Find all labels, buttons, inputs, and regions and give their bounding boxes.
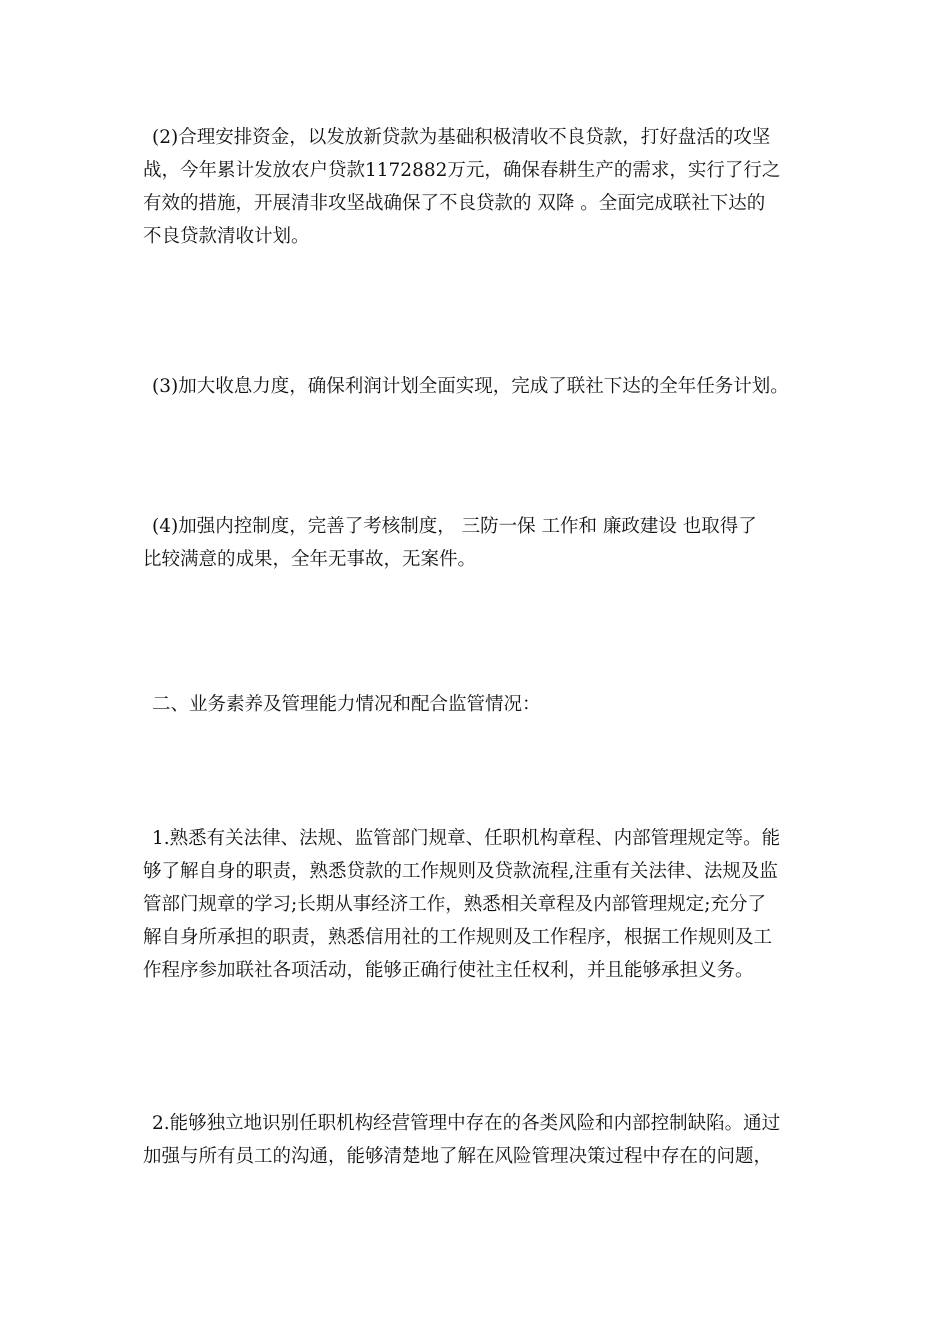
section-heading (143, 688, 813, 721)
text-line: (2)合理安排资金，以发放新贷款为基础积极清收不良贷款，打好盘活的攻坚 (152, 127, 771, 148)
text-line: 有效的措施，开展清非攻坚战确保了不良贷款的 双降 。全面完成联社下达的 (143, 193, 766, 214)
paragraph-fund-arrangement (143, 121, 813, 253)
text-line: 比较满意的成果，全年无事故，无案件。 (143, 549, 477, 570)
text-line: 够了解自身的职责，熟悉贷款的工作规则及贷款流程,注重有关法律、法规及监 (143, 861, 778, 882)
text-line: 作程序参加联社各项活动，能够正确行使社主任权利，并且能够承担义务。 (143, 960, 754, 981)
text-line: (3)加大收息力度，确保利润计划全面实现，完成了联社下达的全年任务计划。 (152, 376, 789, 397)
text-line: 加强与所有员工的沟通，能够清楚地了解在风险管理决策过程中存在的问题， (143, 1146, 773, 1167)
text-line: 战，今年累计发放农户贷款1172882万元，确保春耕生产的需求，实行了行之 (143, 160, 781, 181)
paragraph-risk-identification (143, 1107, 813, 1173)
text-line: 1.熟悉有关法律、法规、监管部门规章、任职机构章程、内部管理规定等。能 (152, 828, 781, 849)
text-line: 二、业务素养及管理能力情况和配合监管情况： (152, 694, 541, 715)
text-line: (4)加强内控制度，完善了考核制度， 三防一保 工作和 廉政建设 也取得了 (152, 516, 757, 537)
paragraph-internal-control (143, 510, 813, 576)
text-line: 不良贷款清收计划。 (143, 226, 310, 247)
text-line: 管部门规章的学习;长期从事经济工作，熟悉相关章程及内部管理规定;充分了 (143, 894, 766, 915)
paragraph-business-knowledge (143, 822, 813, 987)
paragraph-interest-collection (143, 370, 813, 403)
text-line: 2.能够独立地识别任职机构经营管理中存在的各类风险和内部控制缺陷。通过 (152, 1113, 781, 1134)
text-line: 解自身所承担的职责，熟悉信用社的工作规则及工作程序，根据工作规则及工 (143, 927, 773, 948)
